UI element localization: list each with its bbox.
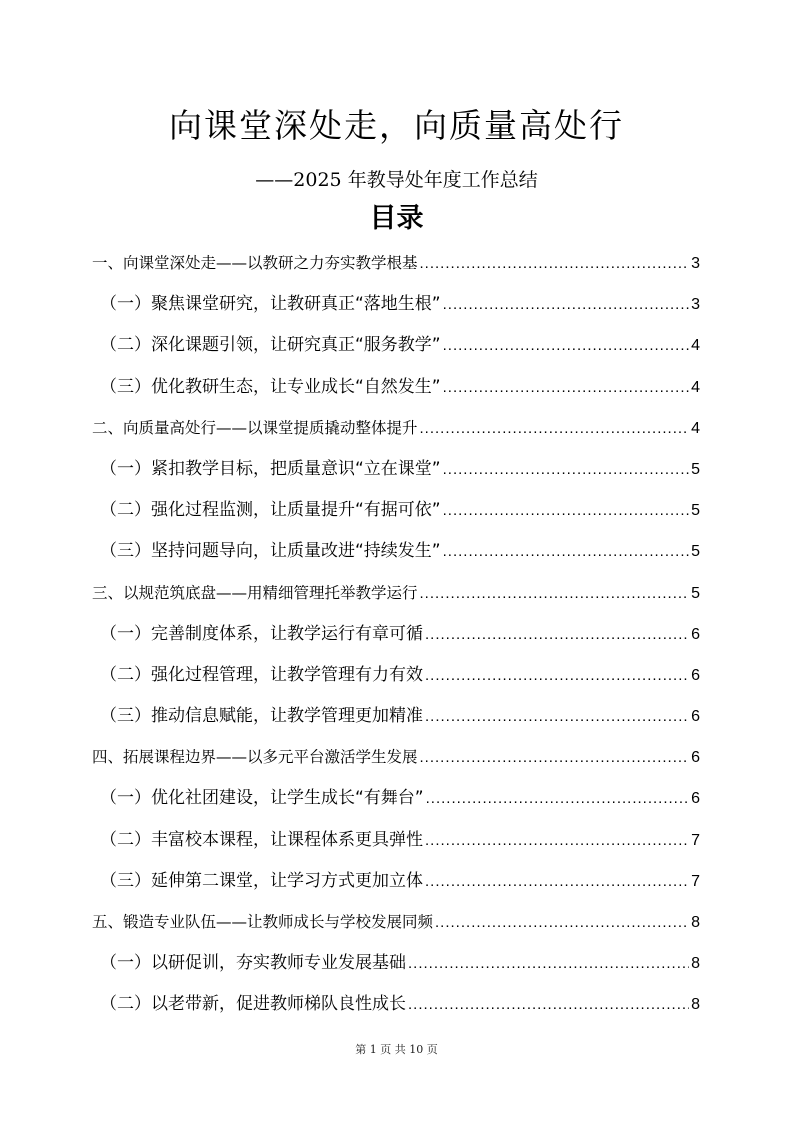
toc-page-number: 6 <box>691 625 700 643</box>
toc-entry-text: （一）完善制度体系，让教学运行有章可循 <box>100 623 423 644</box>
toc-leader-dots <box>420 743 690 773</box>
toc-page-number: 4 <box>691 378 700 396</box>
toc-page-number: 8 <box>691 914 700 931</box>
toc-entry[interactable] <box>92 289 700 330</box>
toc-leader-dots <box>443 290 689 320</box>
toc-leader-dots <box>425 867 689 897</box>
toc-page-number: 8 <box>691 996 700 1014</box>
toc-entry[interactable] <box>92 742 700 783</box>
toc-entry[interactable] <box>92 866 700 907</box>
toc-entry-text: （二）以老带新，促进教师梯队良性成长 <box>100 994 406 1015</box>
toc-page-number: 5 <box>691 543 700 561</box>
toc-page-number: 4 <box>691 419 700 437</box>
toc-entry-text: 四、拓展课程边界——以多元平台激活学生发展 <box>92 748 418 767</box>
toc-page-number: 5 <box>691 502 700 520</box>
toc-entry[interactable] <box>92 701 700 742</box>
toc-entry-text: （一）优化社团建设，让学生成长“有舞台” <box>100 788 424 809</box>
toc-entry[interactable] <box>92 825 700 866</box>
toc-entry-text: （三）推动信息赋能，让教学管理更加精准 <box>100 706 423 727</box>
toc-entry[interactable] <box>92 578 700 619</box>
toc-page-number: 6 <box>691 790 700 808</box>
toc-entry[interactable] <box>92 454 700 495</box>
table-of-contents <box>92 248 700 1031</box>
toc-entry[interactable] <box>92 619 700 660</box>
toc-leader-dots <box>408 949 689 979</box>
toc-leader-dots <box>425 661 689 691</box>
document-subtitle: ——2025 年教导处年度工作总结 <box>255 169 538 191</box>
toc-leader-dots <box>443 331 689 361</box>
toc-page-number: 6 <box>691 666 700 684</box>
toc-entry[interactable] <box>92 248 700 289</box>
toc-leader-dots <box>420 579 690 609</box>
toc-entry-text: （二）强化过程监测，让质量提升“有据可依” <box>100 500 441 521</box>
toc-entry[interactable] <box>92 330 700 371</box>
toc-entry-text: （一）聚焦课堂研究，让教研真正“落地生根” <box>100 294 441 315</box>
toc-entry[interactable] <box>92 907 700 948</box>
toc-entry-text: （一）紧扣教学目标，把质量意识“立在课堂” <box>100 458 441 479</box>
toc-page-number: 6 <box>691 708 700 726</box>
toc-entry[interactable] <box>92 948 700 989</box>
toc-entry-text: （三）延伸第二课堂，让学习方式更加立体 <box>100 870 423 891</box>
toc-entry[interactable] <box>92 536 700 577</box>
toc-entry[interactable] <box>92 660 700 701</box>
toc-heading: 目录 <box>369 203 424 234</box>
toc-leader-dots <box>443 537 689 567</box>
toc-entry[interactable] <box>92 495 700 536</box>
toc-leader-dots <box>408 990 689 1020</box>
toc-page-number: 3 <box>691 296 700 314</box>
toc-page-number: 5 <box>691 584 700 602</box>
page-footer: 第 1 页 共 10 页 <box>355 1043 438 1056</box>
toc-entry[interactable] <box>92 989 700 1030</box>
toc-leader-dots <box>425 702 689 732</box>
toc-leader-dots <box>443 455 689 485</box>
toc-page-number: 3 <box>691 255 700 272</box>
toc-entry-text: （一）以研促训，夯实教师专业发展基础 <box>100 953 406 974</box>
toc-page-number: 8 <box>691 955 700 973</box>
toc-page-number: 5 <box>691 460 700 478</box>
toc-page-number: 7 <box>691 872 700 890</box>
toc-leader-dots <box>443 373 689 403</box>
toc-entry[interactable] <box>92 783 700 824</box>
toc-entry-text: （二）丰富校本课程，让课程体系更具弹性 <box>100 829 423 850</box>
toc-entry-text: 一、向课堂深处走——以教研之力夯实教学根基 <box>92 254 418 272</box>
toc-leader-dots <box>426 784 689 814</box>
toc-entry-text: （二）深化课题引领，让研究真正“服务教学” <box>100 335 441 356</box>
toc-entry-text: （二）强化过程管理，让教学管理有力有效 <box>100 664 423 685</box>
toc-leader-dots <box>420 414 690 444</box>
toc-entry-text: 五、锻造专业队伍——让教师成长与学校发展同频 <box>92 913 434 931</box>
toc-entry[interactable] <box>92 413 700 454</box>
toc-leader-dots <box>443 496 689 526</box>
toc-entry-text: （三）优化教研生态，让专业成长“自然发生” <box>100 376 441 397</box>
toc-page-number: 4 <box>691 337 700 355</box>
toc-leader-dots <box>420 249 690 279</box>
document-title: 向课堂深处走，向质量高处行 <box>169 106 624 145</box>
toc-page-number: 7 <box>691 831 700 849</box>
toc-entry-text: （三）坚持问题导向，让质量改进“持续发生” <box>100 541 441 562</box>
toc-entry-text: 二、向质量高处行——以课堂提质撬动整体提升 <box>92 418 418 437</box>
toc-entry-text: 三、以规范筑底盘——用精细管理托举教学运行 <box>92 583 418 602</box>
toc-leader-dots <box>435 908 689 938</box>
toc-leader-dots <box>425 620 689 650</box>
toc-leader-dots <box>425 826 689 856</box>
toc-page-number: 6 <box>691 749 700 767</box>
toc-entry[interactable] <box>92 372 700 413</box>
